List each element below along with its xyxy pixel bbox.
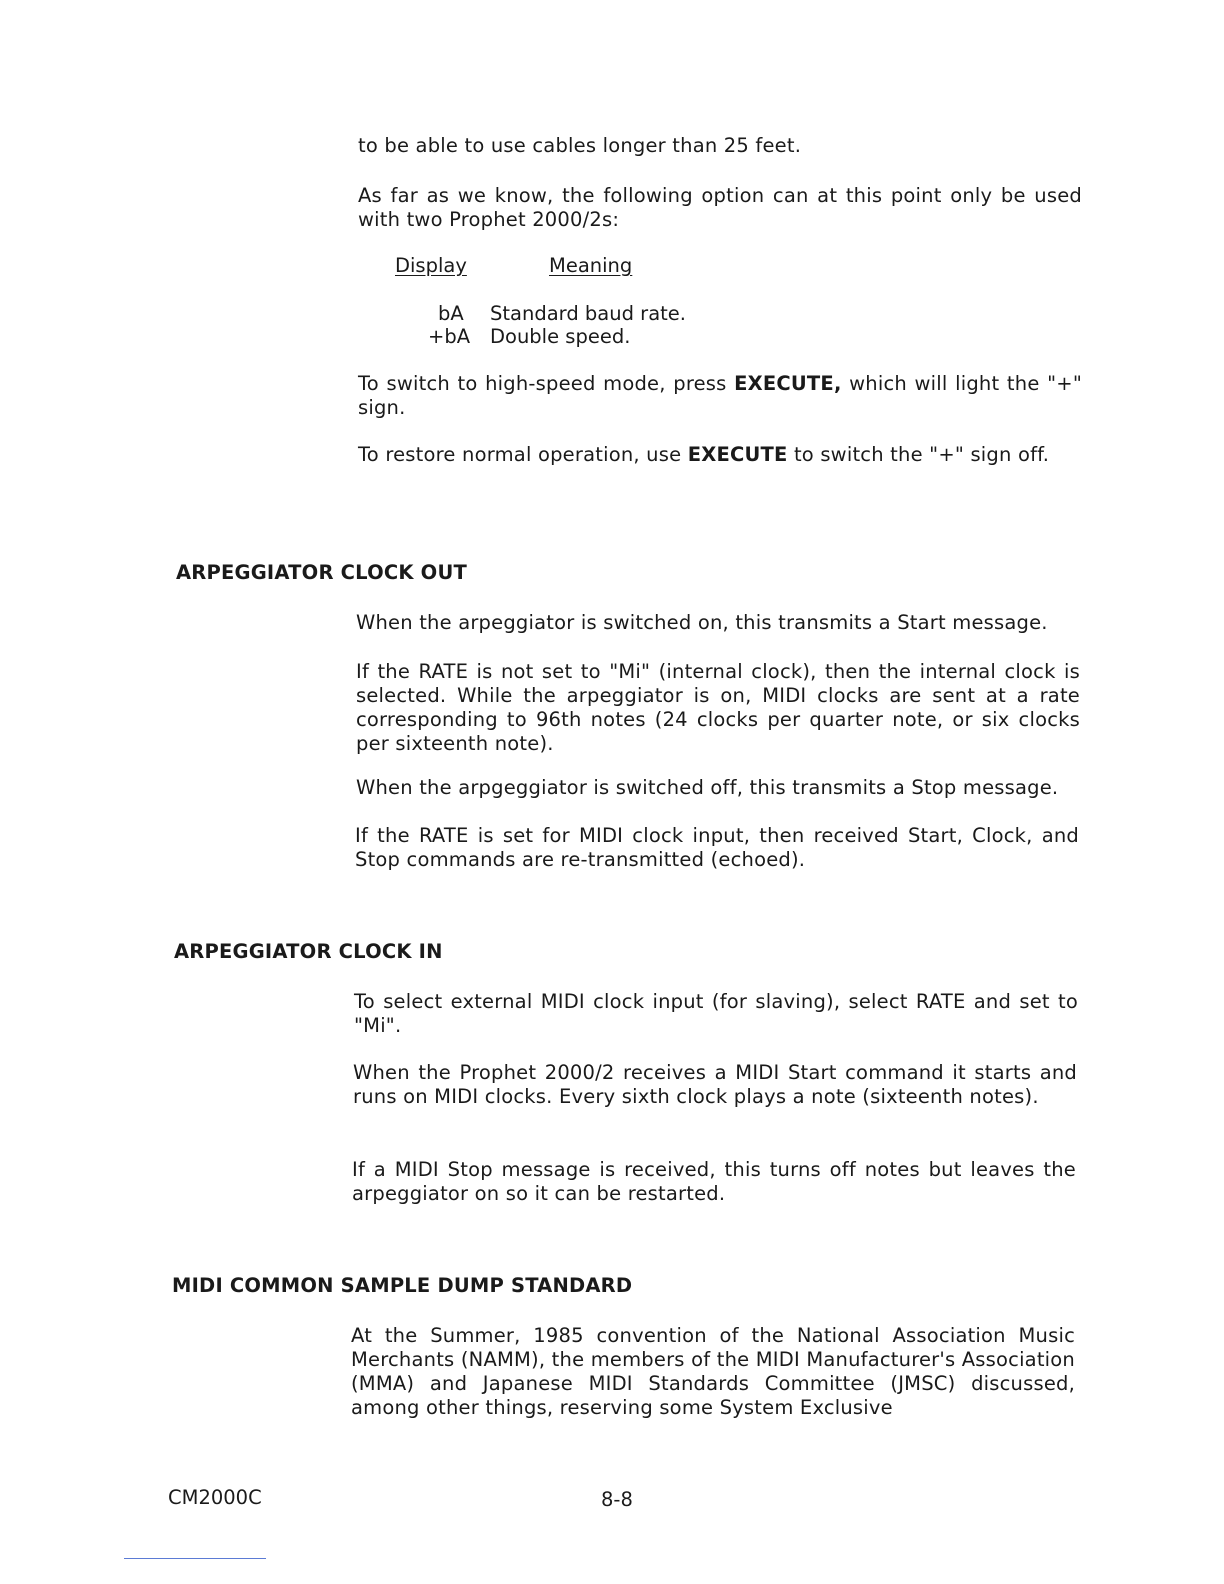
restore-text-end: to switch the "+" sign off.	[787, 443, 1050, 466]
clock-in-heading: ARPEGGIATOR CLOCK IN	[174, 940, 443, 963]
table-row-display: bA	[438, 302, 464, 325]
clock-out-paragraph-1: When the arpeggiator is switched on, this transmits a Start message.	[356, 611, 1048, 634]
high-speed-text-end: which will light the "+" sign.	[358, 372, 1082, 419]
clock-in-paragraph-2: When the Prophet 2000/2 receives a MIDI Start command it starts and runs on MIDI clocks. Every sixth clock plays a note (sixteenth notes).	[353, 1061, 1077, 1108]
execute-key-label: EXECUTE	[687, 443, 788, 466]
document-id: CM2000C	[168, 1486, 262, 1509]
option-note-paragraph: As far as we know, the following option can at this point only be used with two Prophet 2000/2s:	[358, 184, 1082, 231]
footnote-divider	[124, 1558, 266, 1559]
high-speed-paragraph	[358, 372, 1082, 420]
restore-paragraph	[358, 443, 1082, 467]
clock-out-paragraph-2: If the RATE is not set to "Mi" (internal clock), then the internal clock is selected. While the arpeggiator is on, MIDI clocks are sent at a rate corresponding to 96th notes (24 clocks per quarter note, or six clocks per sixteenth note).	[356, 660, 1080, 755]
execute-key-label: EXECUTE,	[734, 372, 842, 395]
restore-text-start: To restore normal operation, use	[358, 443, 688, 466]
high-speed-text-start: To switch to high-speed mode, press	[358, 372, 735, 395]
clock-in-paragraph-1: To select external MIDI clock input (for slaving), select RATE and set to "Mi".	[354, 990, 1078, 1037]
sample-dump-paragraph: At the Summer, 1985 convention of the National Association Music Merchants (NAMM), the members of the MIDI Manufacturer's Association (MMA) and Japanese MIDI Standards Committee (JMSC) discussed, among other things, reserving some System Exclusive	[351, 1324, 1075, 1419]
page-number: 8-8	[601, 1488, 633, 1511]
table-row-meaning: Double speed.	[490, 325, 631, 348]
clock-out-paragraph-3: When the arpgeggiator is switched off, this transmits a Stop message.	[356, 776, 1059, 799]
clock-out-heading: ARPEGGIATOR CLOCK OUT	[176, 561, 467, 584]
clock-in-paragraph-3: If a MIDI Stop message is received, this turns off notes but leaves the arpeggiator on so it can be restarted.	[352, 1158, 1076, 1205]
clock-out-paragraph-4: If the RATE is set for MIDI clock input, then received Start, Clock, and Stop commands are re-transmitted (echoed).	[355, 824, 1079, 871]
sample-dump-heading: MIDI COMMON SAMPLE DUMP STANDARD	[172, 1274, 633, 1297]
table-row-meaning: Standard baud rate.	[490, 302, 686, 325]
meaning-column-header: Meaning	[549, 254, 633, 277]
continuation-paragraph: to be able to use cables longer than 25 feet.	[358, 134, 802, 157]
display-column-header: Display	[395, 254, 467, 277]
table-row-display: +bA	[428, 325, 471, 348]
